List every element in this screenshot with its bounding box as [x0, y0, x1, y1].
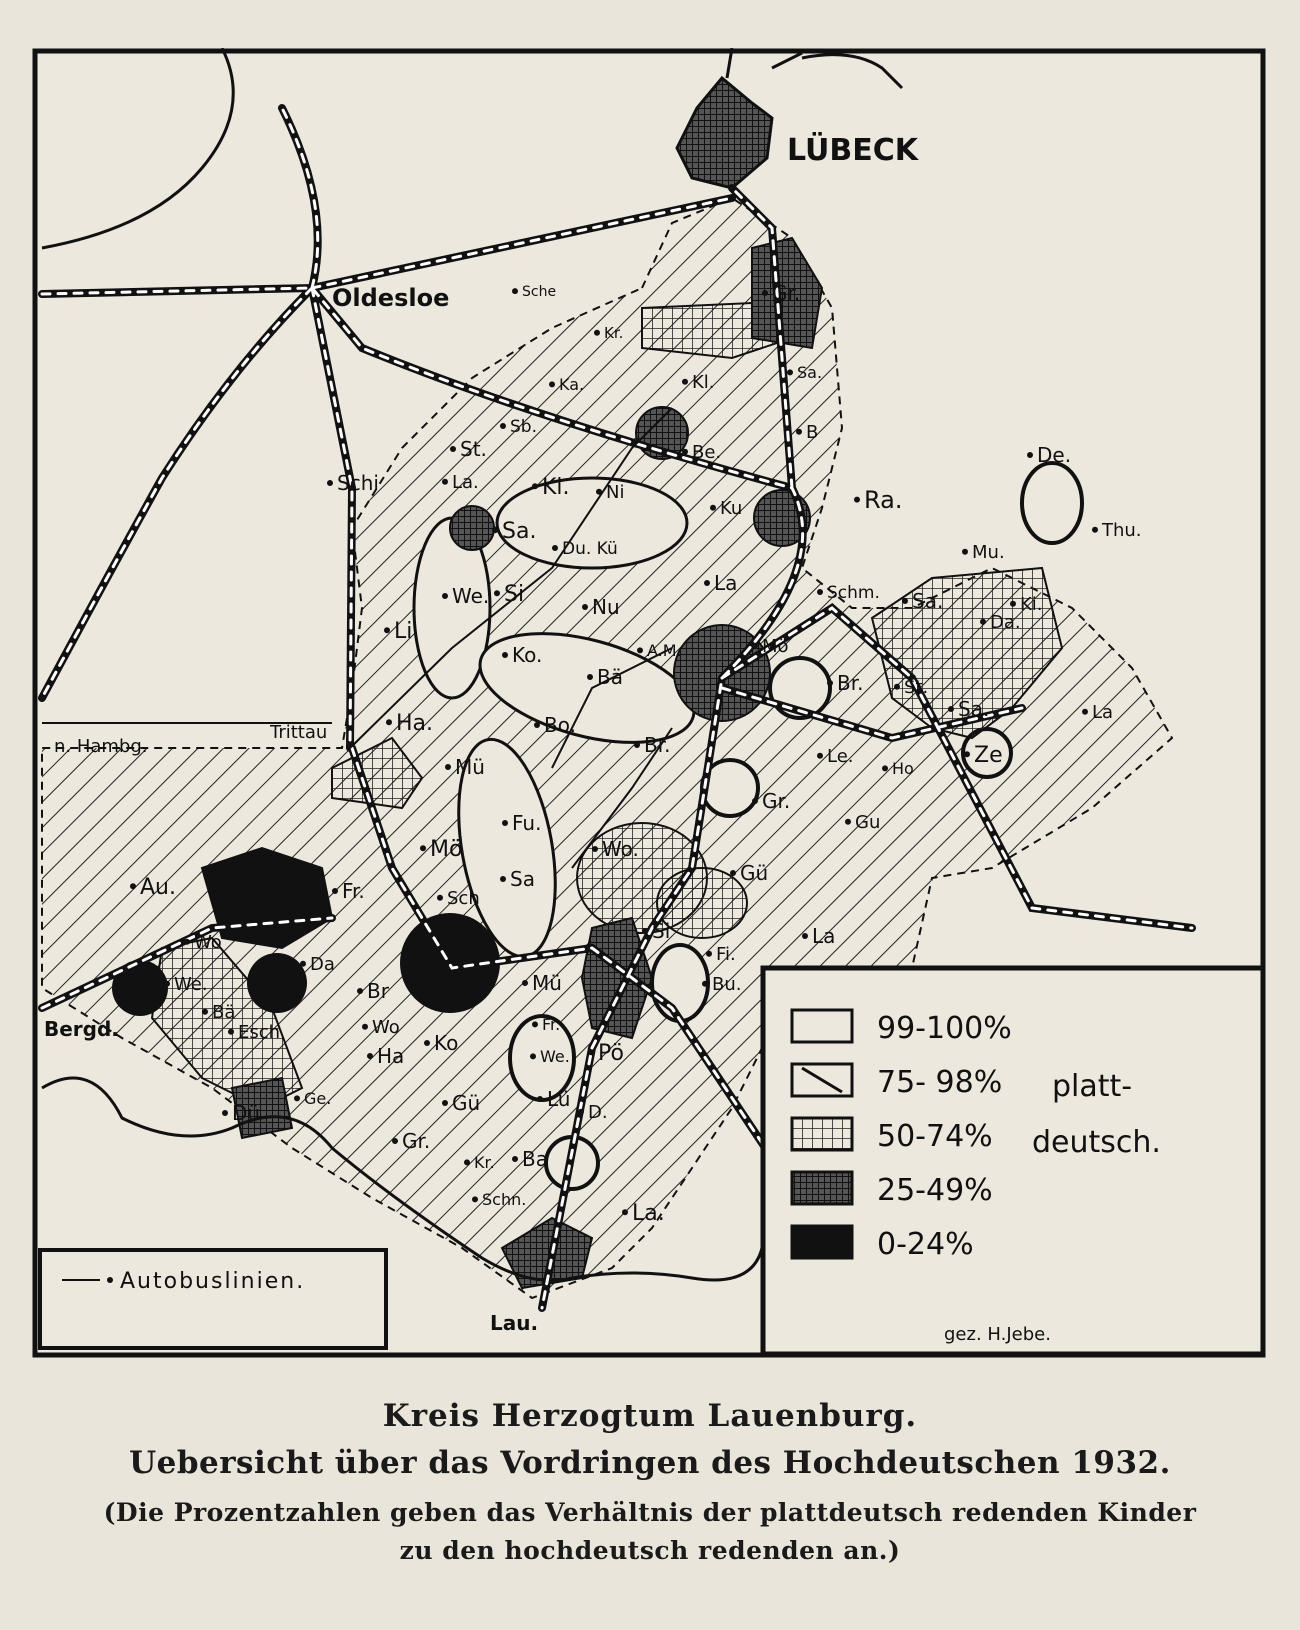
place-label-wo-s: Wo [372, 1017, 400, 1038]
place-dot-ha-s [367, 1053, 373, 1059]
zone-99-fi [652, 945, 708, 1021]
place-dot-kr-n [594, 330, 600, 336]
place-label-ni: Ni [606, 482, 625, 503]
place-label-si: Si [504, 582, 525, 607]
place-dot-schi [327, 480, 333, 486]
place-dot-ho [882, 765, 888, 771]
place-label-fr-s: Fr. [542, 1015, 561, 1034]
place-label-we: We. [452, 584, 490, 608]
place-dot-br-e [827, 680, 833, 686]
place-dot-da-sw [300, 961, 306, 967]
place-dot-ni [596, 489, 602, 495]
place-dot-gr-s [392, 1138, 398, 1144]
place-dot-we-s [530, 1053, 536, 1059]
zone-0-da [247, 953, 307, 1013]
place-label-wo-c: Wo. [602, 837, 639, 861]
place-dot-ba-s [512, 1156, 518, 1162]
place-label-guel: Gü [740, 861, 769, 885]
place-label-wo-sw: Wo [194, 932, 222, 953]
place-label-esch: Esch [238, 1022, 281, 1043]
place-dot-si-s [642, 928, 648, 934]
place-dot-ku [710, 505, 716, 511]
place-label-gr-c: Gr. [762, 789, 791, 813]
place-dot-moe-s [420, 845, 426, 851]
legend-swatch-99-100 [792, 1010, 852, 1042]
city-oldesloe: Oldesloe [332, 284, 450, 312]
place-dot-am [637, 647, 643, 653]
place-dot-la-c [704, 580, 710, 586]
place-dot-sch [437, 895, 443, 901]
place-label-fr-w: Fr. [342, 879, 365, 903]
place-label-schi: Schi [337, 471, 379, 495]
place-dot-ze [964, 751, 970, 757]
place-dot-au [130, 883, 136, 889]
city-hamburg-direction: n. Hambg. [54, 736, 148, 757]
legend-side-label-1: platt- [1052, 1069, 1133, 1104]
place-label-da-sw: Da [310, 954, 335, 975]
place-label-ha-s: Ha [377, 1044, 405, 1068]
place-label-kl-n: Kl. [692, 372, 715, 393]
place-dot-we [442, 593, 448, 599]
legend-label-50-74: 50-74% [877, 1119, 993, 1154]
place-label-sche: Sche [522, 284, 557, 300]
place-label-kr-s: Kr. [474, 1153, 495, 1172]
place-dot-wo-c [592, 846, 598, 852]
place-label-be: Be. [692, 442, 722, 463]
place-label-sa-e2: Sa. [958, 697, 990, 721]
place-dot-ki-e [1010, 601, 1016, 607]
place-label-gue-s: Gü [452, 1091, 481, 1115]
place-label-baer-sw: Bä [212, 1002, 236, 1023]
place-label-nu: Nu [592, 595, 620, 619]
place-label-si-s: Si [652, 919, 671, 943]
city-bergedorf: Bergd. [44, 1017, 119, 1041]
place-label-baer: Bä [597, 665, 623, 689]
place-dot-gue-s [442, 1100, 448, 1106]
city-luebeck: LÜBECK [787, 133, 919, 168]
place-dot-fr-s [532, 1021, 538, 1027]
place-dot-le [817, 753, 823, 759]
place-dot-we-sw [164, 981, 170, 987]
place-label-sa-c: Sa [510, 867, 535, 891]
place-dot-sa-e [902, 598, 908, 604]
place-label-mue-s: Mü [532, 971, 562, 995]
place-label-d-s: D. [588, 1102, 608, 1123]
bus-line-key-label: Autobuslinien. [120, 1269, 306, 1294]
signature: gez. H.Jebe. [944, 1324, 1051, 1345]
place-dot-sb [500, 423, 506, 429]
place-dot-la-e [1082, 709, 1088, 715]
place-dot-ge [294, 1095, 300, 1101]
place-dot-ko-s [424, 1040, 430, 1046]
place-dot-ka [549, 381, 555, 387]
place-dot-nu [582, 604, 588, 610]
caption-note-line-1: (Die Prozentzahlen geben das Verhältnis der plattdeutsch redenden Kinder [103, 1498, 1197, 1527]
place-label-sa-ne: Sa. [797, 363, 823, 382]
place-dot-schm [817, 589, 823, 595]
place-dot-br-c [634, 742, 640, 748]
place-dot-kr-s [464, 1159, 470, 1165]
place-label-ko-n: Ko. [512, 643, 543, 667]
place-label-moe-n: Mö [762, 636, 789, 657]
place-dot-si [494, 590, 500, 596]
place-label-ha-n: Ha. [396, 711, 434, 736]
place-label-ku: Ku [720, 498, 743, 519]
place-dot-ra [854, 497, 860, 503]
place-label-we-sw: We. [174, 974, 208, 995]
place-label-li: Li. [394, 619, 420, 644]
place-label-ki-e: Ki. [1020, 594, 1043, 615]
place-dot-ko-n [502, 652, 508, 658]
place-dot-sche [512, 288, 518, 294]
place-dot-moe-n [752, 643, 758, 649]
place-dot-kl-n [682, 379, 688, 385]
place-dot-ha-n [386, 719, 392, 725]
place-dot-d-s [578, 1109, 584, 1115]
place-dot-la-se [802, 933, 808, 939]
place-dot-due [222, 1110, 228, 1116]
place-dot-li [384, 627, 390, 633]
caption-note-line-2: zu den hochdeutsch redenden an.) [399, 1536, 901, 1565]
place-dot-st [450, 446, 456, 452]
place-label-la-s: La. [632, 1201, 665, 1226]
place-dot-fr-w [332, 888, 338, 894]
place-dot-st-e [894, 684, 900, 690]
place-label-au: Au. [140, 875, 176, 900]
legend-swatch-0-24 [792, 1226, 852, 1258]
place-dot-schn [472, 1196, 478, 1202]
place-label-thu: Thu. [1102, 520, 1142, 541]
place-dot-de [1027, 452, 1033, 458]
place-dot-gr-c [752, 798, 758, 804]
place-dot-sa-ne [787, 369, 793, 375]
place-label-de: De. [1037, 443, 1072, 467]
place-label-lue: Lü [547, 1087, 571, 1111]
place-dot-kl-c [532, 483, 538, 489]
place-dot-br-sw [357, 988, 363, 994]
legend-side-label-2: deutsch. [1032, 1125, 1161, 1160]
map [32, 48, 1266, 1358]
zone-25-sa [450, 506, 494, 550]
legend [763, 968, 1263, 1354]
caption-title: Kreis Herzogtum Lauenburg. [382, 1398, 918, 1434]
place-dot-esch [228, 1029, 234, 1035]
place-dot-da-e [980, 619, 986, 625]
legend-swatch-50-74 [792, 1118, 852, 1150]
place-label-ra: Ra. [864, 486, 903, 514]
place-label-st: St. [460, 437, 487, 461]
place-label-br-c: Br. [644, 733, 671, 757]
place-label-br-sw: Br [367, 979, 389, 1003]
place-label-du-kue: Du. Kü [562, 539, 618, 559]
place-label-mu-e: Mu. [972, 542, 1005, 563]
place-label-moe-s: Mö [430, 837, 463, 862]
place-dot-la-w [442, 479, 448, 485]
place-label-kl-c: Kl. [542, 475, 570, 500]
place-label-bo: Bo. [544, 713, 576, 737]
place-label-we-s: We. [540, 1047, 570, 1066]
place-dot-thu [1092, 527, 1098, 533]
place-dot-la-s [622, 1209, 628, 1215]
place-dot-bu [702, 981, 708, 987]
place-label-ko-s: Ko [434, 1031, 459, 1055]
place-label-poe: Pö [598, 1041, 624, 1066]
place-dot-du-kue [552, 545, 558, 551]
place-label-kr-n: Kr. [604, 324, 624, 342]
place-dot-bo [534, 722, 540, 728]
place-dot-mue-s [522, 980, 528, 986]
place-label-schn: Schn. [482, 1190, 527, 1209]
legend-label-25-49: 25-49% [877, 1173, 993, 1208]
place-label-gr-n: Gr. [772, 281, 801, 305]
place-label-bu: Bu. [712, 974, 742, 995]
place-dot-sa-c [500, 876, 506, 882]
place-label-mue-c: Mü [455, 755, 485, 779]
place-label-ze: Ze [974, 743, 1003, 768]
place-label-da-e: Da. [990, 612, 1021, 633]
place-label-gu: Gu [855, 812, 881, 833]
place-label-le: Le. [827, 746, 854, 767]
place-label-la-c: La [714, 571, 738, 595]
place-label-ba-s: Ba [522, 1147, 548, 1171]
place-label-ka: Ka. [559, 375, 585, 394]
place-label-fu: Fu. [512, 811, 542, 835]
place-dot-sa-e2 [948, 706, 954, 712]
zone-99-de [1022, 463, 1082, 543]
place-label-la-se: La [812, 924, 836, 948]
legend-label-99-100: 99-100% [877, 1011, 1012, 1046]
place-dot-lue [537, 1096, 543, 1102]
place-label-due: Dü [232, 1101, 261, 1125]
place-label-schm: Schm. [827, 583, 880, 603]
legend-swatch-25-49 [792, 1172, 852, 1204]
place-label-b-ne: B [806, 422, 819, 443]
caption-subtitle: Uebersicht über das Vordringen des Hochdeutschen 1932. [129, 1445, 1171, 1481]
place-dot-wo-sw [184, 939, 190, 945]
place-dot-b-ne [796, 429, 802, 435]
place-dot-gu [845, 819, 851, 825]
bus-line-key [40, 1250, 386, 1348]
place-label-la-e: La [1092, 702, 1114, 723]
place-dot-baer-sw [202, 1009, 208, 1015]
place-dot-be [682, 449, 688, 455]
place-label-sch: Sch [447, 888, 480, 909]
city-lauenburg: Lau. [490, 1311, 539, 1335]
place-label-st-e: St. [904, 677, 929, 698]
place-dot-fu [502, 820, 508, 826]
place-dot-fi [706, 951, 712, 957]
place-dot-mu-e [962, 549, 968, 555]
place-label-am: A.M. [647, 641, 682, 660]
place-label-fi: Fi. [716, 944, 736, 965]
legend-label-0-24: 0-24% [877, 1227, 974, 1262]
place-dot-sa-w [492, 527, 498, 533]
place-label-ho: Ho [892, 759, 914, 778]
place-dot-mue-c [445, 764, 451, 770]
place-dot-guel [730, 870, 736, 876]
place-label-ge: Ge. [304, 1089, 332, 1108]
place-label-sb: Sb. [510, 417, 537, 437]
place-dot-baer [587, 674, 593, 680]
place-dot-poe [588, 1049, 594, 1055]
place-label-sa-e: Sa. [912, 589, 944, 613]
place-label-br-e: Br. [837, 671, 864, 695]
place-label-sa-w: Sa. [502, 519, 537, 544]
place-label-la-w: La. [452, 472, 479, 493]
city-trittau: Trittau [270, 722, 328, 743]
place-dot-wo-s [362, 1024, 368, 1030]
place-dot-gr-n [762, 290, 768, 296]
place-label-gr-s: Gr. [402, 1129, 431, 1153]
legend-label-75-98: 75- 98% [877, 1065, 1003, 1100]
